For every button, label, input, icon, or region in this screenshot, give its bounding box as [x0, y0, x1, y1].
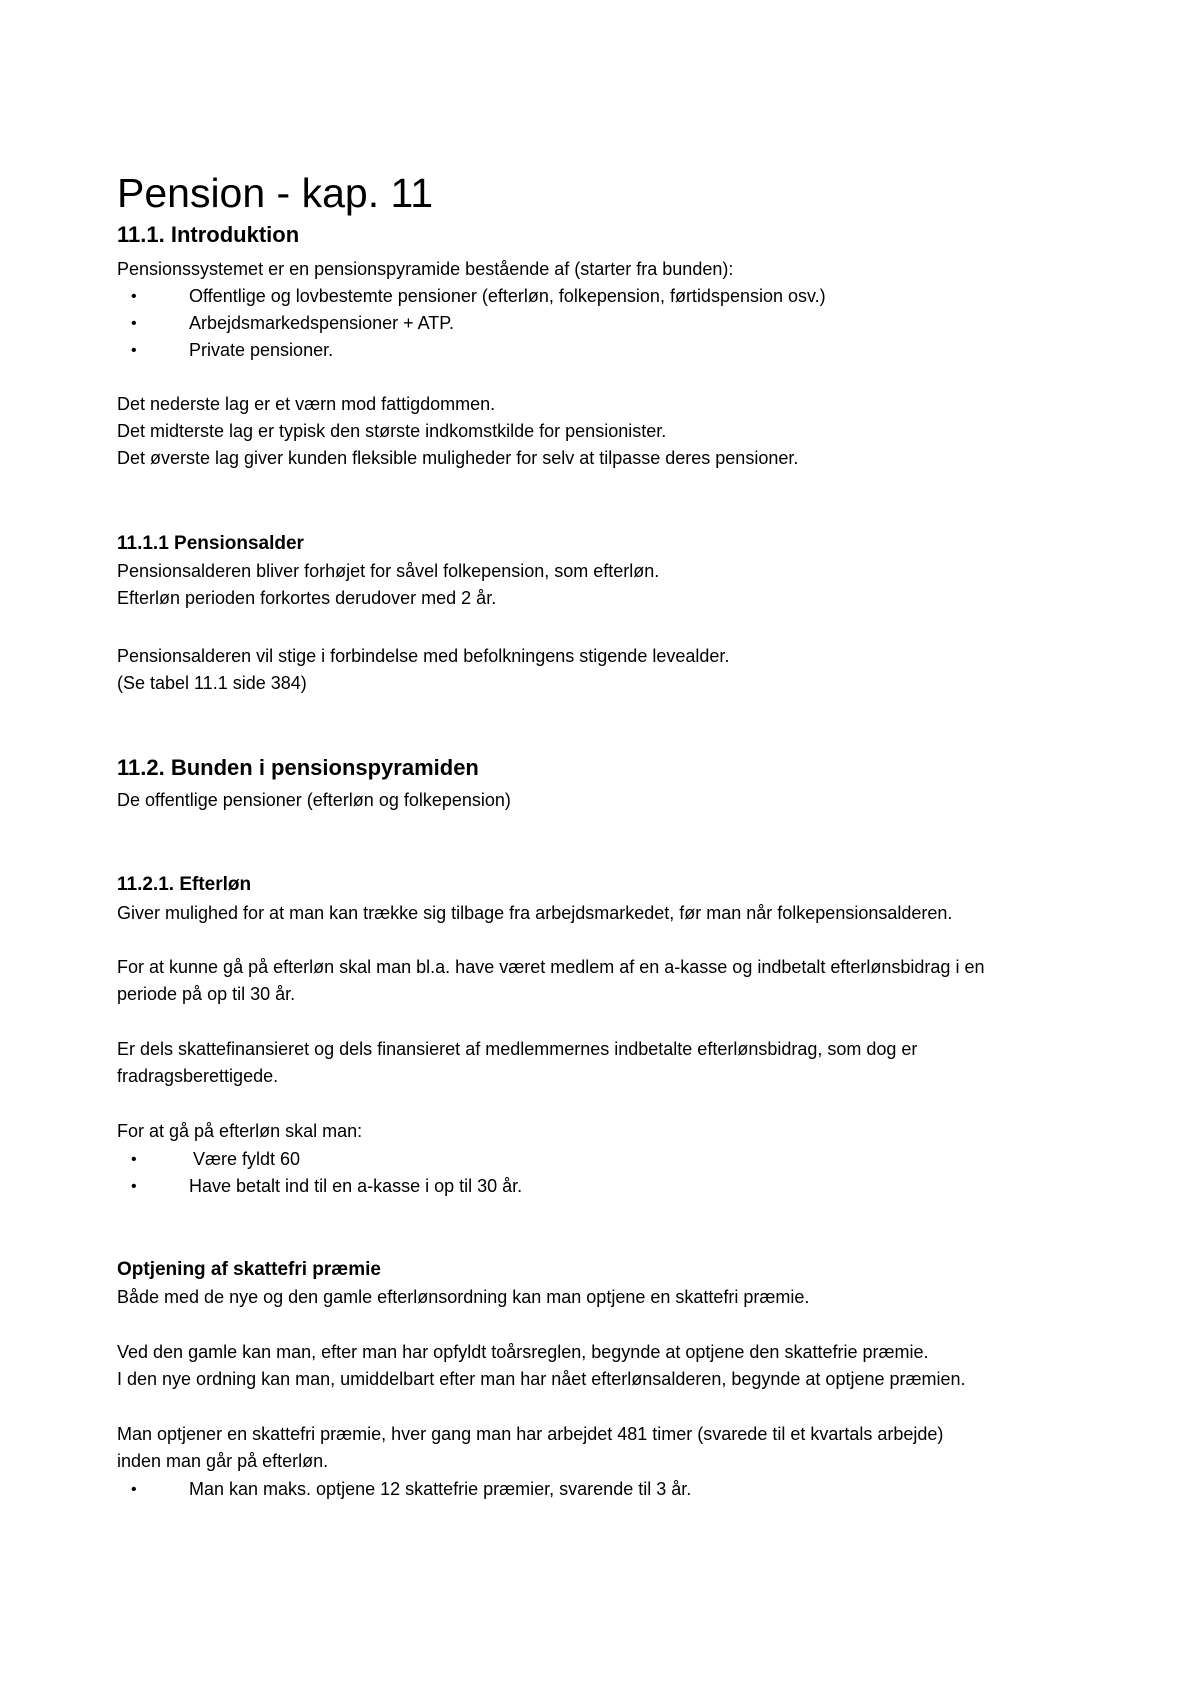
paragraph-line: Giver mulighed for at man kan trække sig tilbage fra arbejdsmarkedet, før man når folkepensionsalderen. — [117, 903, 953, 923]
heading-11-1: 11.1. Introduktion — [117, 222, 300, 247]
heading-11-1-1: 11.1.1 Pensionsalder — [117, 533, 304, 554]
heading-11-2: 11.2. Bunden i pensionspyramiden — [117, 755, 479, 780]
paragraph-line: Er dels skattefinansieret og dels finansieret af medlemmernes indbetalte efterlønsbidrag, som dog er — [117, 1039, 918, 1059]
heading-11-2-1: 11.2.1. Efterløn — [117, 874, 252, 895]
paragraph-line: Pensionsalderen vil stige i forbindelse med befolkningens stigende levealder. — [117, 646, 730, 666]
paragraph-line: periode på op til 30 år. — [117, 984, 296, 1004]
paragraph-line: fradragsberettigede. — [117, 1066, 279, 1086]
paragraph-line: I den nye ordning kan man, umiddelbart efter man har nået efterlønsalderen, begynde at optjene præmien. — [117, 1369, 966, 1389]
paragraph-line: inden man går på efterløn. — [117, 1451, 329, 1471]
heading-skattefri-praemie: Optjening af skattefri præmie — [117, 1259, 381, 1280]
paragraph-line: Pensionsalderen bliver forhøjet for såvel folkepension, som efterløn. — [117, 561, 660, 581]
paragraph-line: Det midterste lag er typisk den største indkomstkilde for pensionister. — [117, 421, 667, 441]
paragraph-line: Det nederste lag er et værn mod fattigdommen. — [117, 394, 496, 414]
paragraph-line: Både med de nye og den gamle efterlønsordning kan man optjene en skattefri præmie. — [117, 1287, 810, 1307]
paragraph-line: Det øverste lag giver kunden fleksible muligheder for selv at tilpasse deres pensioner. — [117, 448, 799, 468]
paragraph-line: Efterløn perioden forkortes derudover med 2 år. — [117, 588, 497, 608]
paragraph-line: For at gå på efterløn skal man: — [117, 1121, 363, 1141]
paragraph-line: (Se tabel 11.1 side 384) — [117, 673, 307, 693]
paragraph-line: Ved den gamle kan man, efter man har opfyldt toårsreglen, begynde at optjene den skattefrie præmie. — [117, 1342, 929, 1362]
page-title: Pension - kap. 11 — [117, 170, 434, 216]
paragraph-line: De offentlige pensioner (efterløn og folkepension) — [117, 790, 511, 810]
intro-text: Pensionssystemet er en pensionspyramide bestående af (starter fra bunden): — [117, 259, 734, 279]
paragraph-line: For at kunne gå på efterløn skal man bl.a. have været medlem af en a-kasse og indbetalt efterlønsbidrag i en — [117, 957, 985, 977]
paragraph-line: Man optjener en skattefri præmie, hver gang man har arbejdet 481 timer (svarede til et kvartals arbejde) — [117, 1424, 944, 1444]
